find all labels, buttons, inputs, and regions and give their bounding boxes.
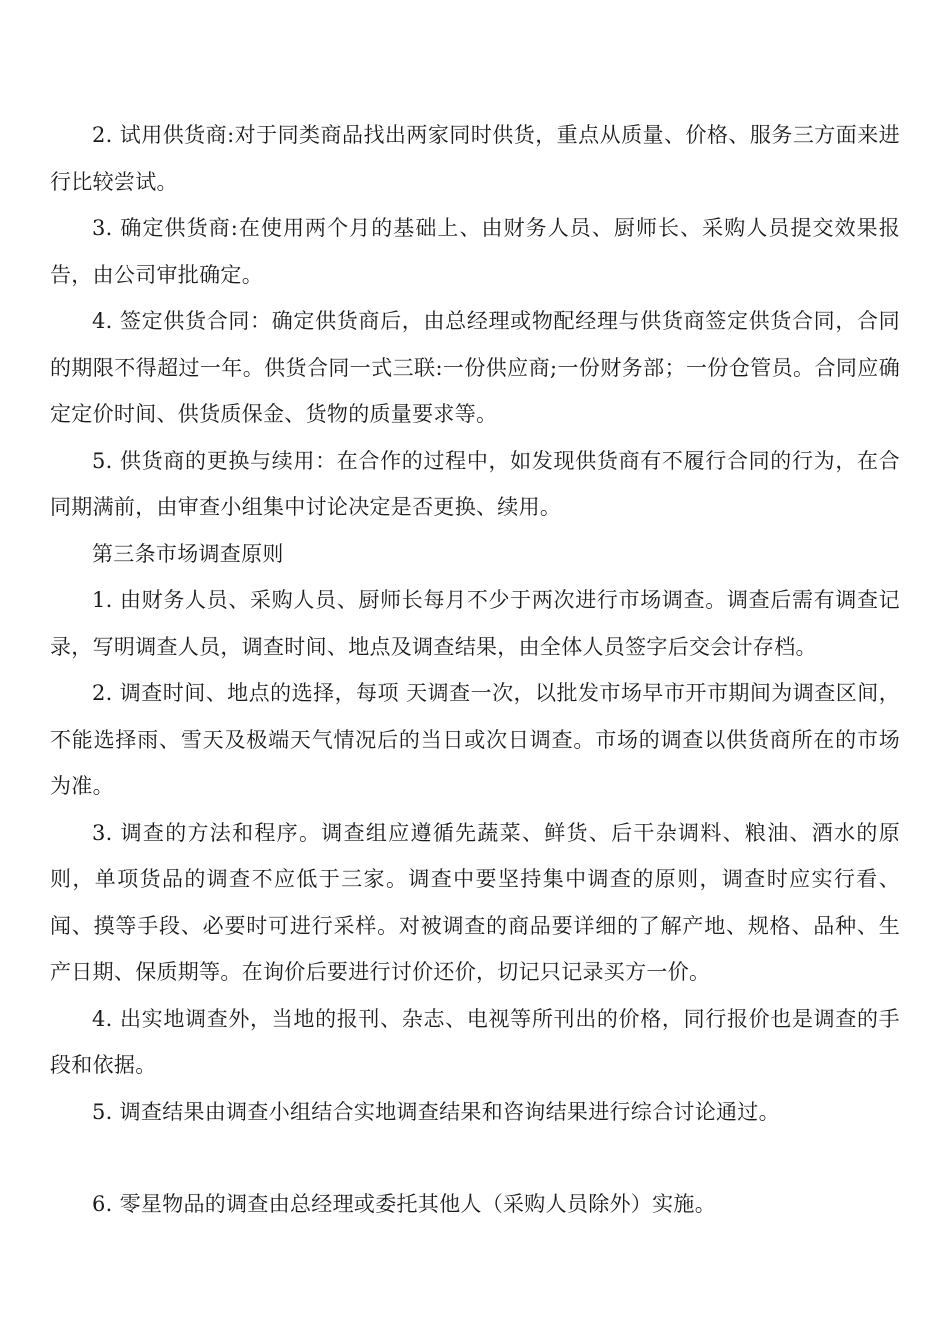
paragraph-trial-supplier: 2. 试用供货商:对于同类商品找出两家同时供货，重点从质量、价格、服务三方面来进行比较尝试。 — [50, 123, 900, 194]
section-heading-market-survey: 第三条市场调查原则 — [92, 541, 284, 566]
paragraph-survey-time-place: 2. 调查时间、地点的选择，每项 天调查一次，以批发市场早市开市期间为调查区间，不能选择雨、雪天及极端天气情况后的当日或次日调查。市场的调查以供货商所在的市场为准。 — [50, 681, 900, 798]
document-body — [50, 112, 900, 1228]
paragraph-confirm-supplier: 3. 确定供货商:在使用两个月的基础上、由财务人员、厨师长、采购人员提交效果报告，由公司审批确定。 — [50, 216, 900, 287]
blank-line — [50, 1135, 900, 1181]
paragraph-survey-frequency: 1. 由财务人员、采购人员、厨师长每月不少于两次进行市场调查。调查后需有调查记录，写明调查人员，调查时间、地点及调查结果，由全体人员签字后交会计存档。 — [50, 588, 900, 659]
paragraph-small-items: 6. 零星物品的调查由总经理或委托其他人（采购人员除外）实施。 — [92, 1192, 717, 1216]
paragraph-survey-media: 4. 出实地调查外，当地的报刊、杂志、电视等所刊出的价格，同行报价也是调查的手段和依据。 — [50, 1006, 900, 1077]
paragraph-supplier-renewal: 5. 供货商的更换与续用：在合作的过程中，如发现供货商有不履行合同的行为，在合同期满前，由审查小组集中讨论决定是否更换、续用。 — [50, 448, 900, 519]
paragraph-survey-method: 3. 调查的方法和程序。调查组应遵循先蔬菜、鲜货、后干杂调料、粮油、酒水的原则，单项货品的调查不应低于三家。调查中要坚持集中调查的原则，调查时应实行看、闻、摸等手段、必要时可进行采样。对被调查的商品要详细的了解产地、规格、品种、生产日期、保质期等。在询价后要进行讨价还价，切记只记录买方一价。 — [50, 820, 900, 984]
paragraph-survey-result: 5. 调查结果由调查小组结合实地调查结果和咨询结果进行综合讨论通过。 — [92, 1099, 780, 1124]
paragraph-sign-contract: 4. 签定供货合同：确定供货商后，由总经理或物配经理与供货商签定供货合同，合同的期限不得超过一年。供货合同一式三联:一份供应商;一份财务部；一份仓管员。合同应确定定价时间、供货质保金、货物的质量要求等。 — [50, 309, 900, 426]
